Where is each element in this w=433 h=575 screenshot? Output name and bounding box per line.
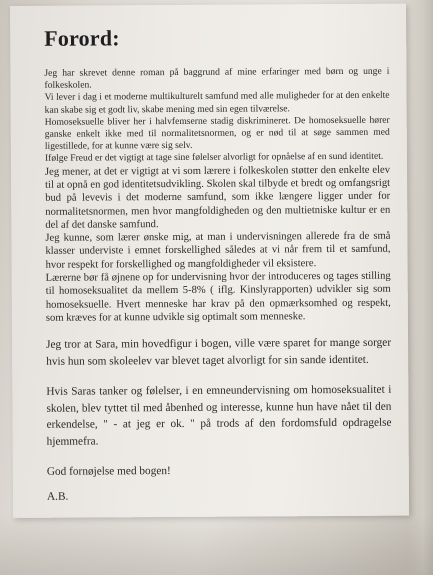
paragraph: Jeg har skrevet denne roman på baggrund af mine erfaringer med børn og unge i folkeskolen. [44, 65, 390, 91]
paragraph: Lærerne bør få øjnene op for undervisning hvor der introduceres og tages stilling til homoseksualitet da mellem 5-8% ( iflg. Kinslyrapporten) udvikler sig som homoseksuelle. Hvert menneske har krav på den opmærksomhed og respekt, som kræves for at kunne udvikle sig optimalt som menneske. [45, 270, 391, 324]
paragraph: Jeg mener, at det er vigtigt at vi som lærere i folkeskolen støtter den enkelte elev til at opnå en god identitetsudvikling. Skolen skal tilbyde et bredt og omfangsrigt bud på levevis i det moderne samfund, som ikke længere ligger under for normalitetsnormen, men hvor mangfoldigheden og den multietniske kultur er en del af det danske samfund. [44, 164, 391, 231]
bottom-shadow [0, 515, 433, 575]
signature: A.B. [46, 490, 69, 503]
paragraph: Ifølge Freud er det vigtigt at tage sine følelser alvorligt for opnåelse af en sund identitet. [44, 151, 384, 165]
page-title: Forord: [44, 25, 120, 51]
paragraph: Vi lever i dag i et moderne multikulturelt samfund med alle muligheder for at den enkelte kan skabe sig et godt liv, skabe mening med sin egen tilværelse. [44, 90, 390, 116]
page-content [44, 24, 392, 503]
paragraph: Jeg kunne, som lærer ønske mig, at man i undervisningen allerede fra de små klasser underviste i emnet forskellighed således at vi når frem til et samfund, hvor respekt for forskellighed og mangfoldigheder vil eksistere. [45, 230, 391, 271]
paragraph-sara: Hvis Saras tanker og følelser, i en emneundervisning om homoseksualitet i skolen, blev tyttet til med åbenhed og interesse, kunne hun have nået til den erkendelse, " - at jeg er ok. " på trods af den fordomsfuld opdragelse hjemmefra. [46, 383, 392, 448]
page-edge-shadow [407, 0, 433, 575]
closing-line: God fornøjelse med bogen! [46, 465, 171, 478]
book-page [10, 4, 409, 518]
paragraph-sara: Jeg tror at Sara, min hovedfigur i bogen, ville være sparet for mange sorger hvis hun som skoleelev var blevet taget alvorligt for sin sande identitet. [46, 336, 392, 368]
paragraph: Homoseksuelle bliver her i halvfemserne stadig diskrimineret. De homoseksuelle hører ganske enkelt ikke med til normalitetsnormen, og er nød til at søge sammen med ligestillede, for at kunne være sig selv. [44, 114, 390, 153]
